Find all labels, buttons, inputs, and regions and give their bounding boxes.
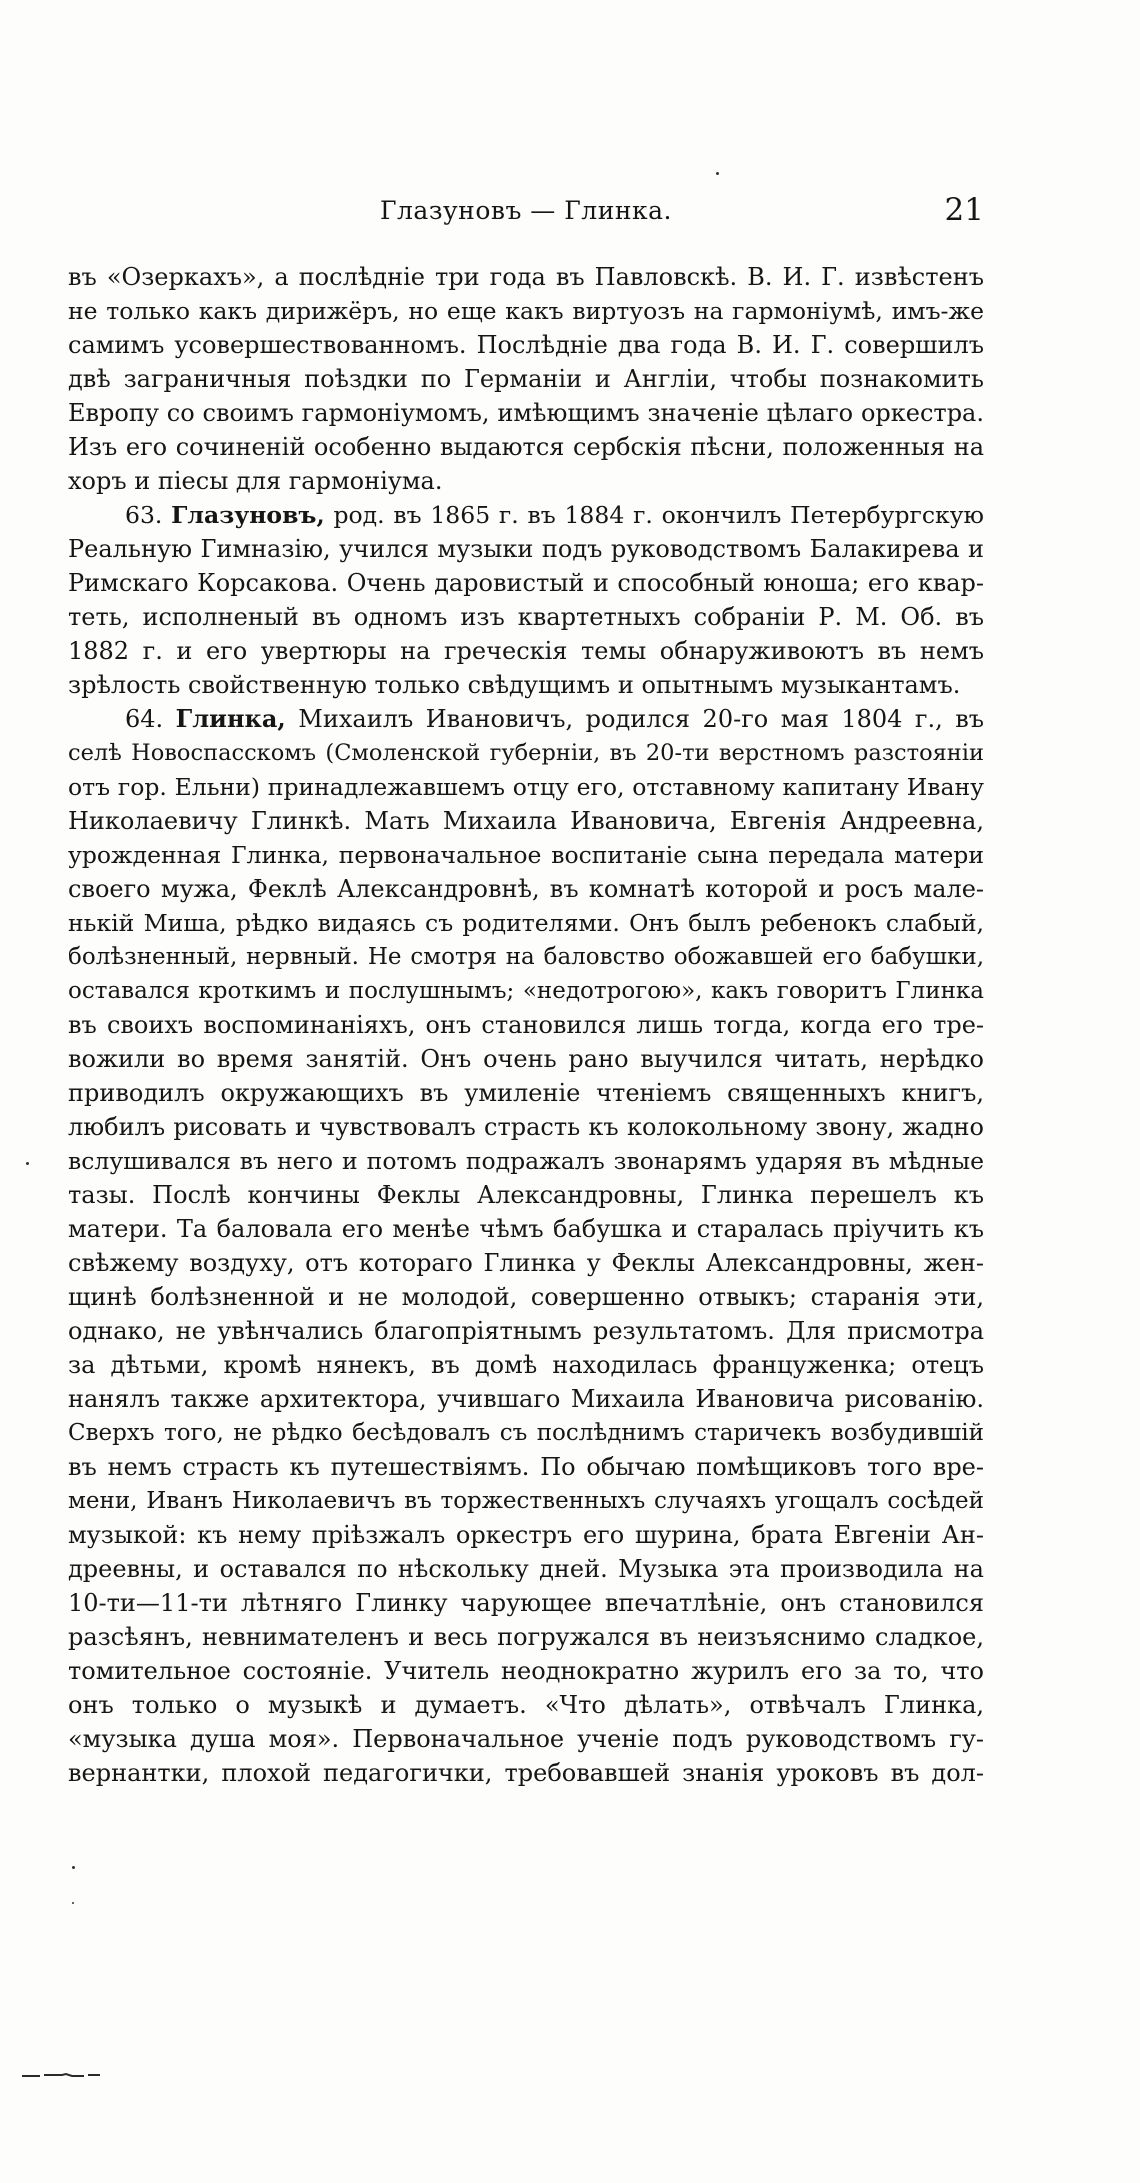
text-line: двѣ заграничныя поѣздки по Германіи и Англіи, чтобы познакомить	[68, 365, 984, 393]
text-line: въ «Озеркахъ», а послѣдніе три года въ Павловскѣ. В. И. Г. извѣстенъ	[68, 263, 984, 291]
text-line: теть, исполненый въ одномъ изъ квартетныхъ собраніи Р. М. Об. въ	[68, 603, 984, 631]
text-line: въ своихъ воспоминаніяхъ, онъ становился лишь тогда, когда его тре-	[68, 1011, 984, 1039]
text-line: дреевны, и оставался по нѣскольку дней. Музыка эта производила на	[68, 1555, 984, 1583]
text-line: Римскаго Корсакова. Очень даровистый и способный юноша; его квар-	[68, 569, 984, 597]
body-text	[68, 260, 984, 1790]
text-line: вернантки, плохой педагогички, требовавшей знанія уроковъ въ дол-	[68, 1759, 984, 1787]
text-line: нанялъ также архитектора, учившаго Михаила Ивановича рисованію.	[68, 1385, 984, 1413]
scan-mark	[22, 2072, 102, 2078]
text-line: вожили во время занятій. Онъ очень рано выучился читать, нерѣдко	[68, 1045, 984, 1073]
text-line: 10-ти—11-ти лѣтняго Глинку чарующее впечатлѣніе, онъ становился	[68, 1589, 984, 1617]
text-line: томительное состояніе. Учитель неоднократно журилъ его за то, что	[68, 1657, 984, 1685]
text-line: вслушивался въ него и потомъ подражалъ звонарямъ ударяя въ мѣдные	[68, 1147, 984, 1175]
text-line: 1882 г. и его увертюры на греческія темы обнаруживоютъ въ немъ	[68, 637, 984, 665]
text-line: Изъ его сочиненій особенно выдаются сербскія пѣсни, положенныя на	[68, 433, 984, 461]
text-line: Сверхъ того, не рѣдко бесѣдовалъ съ послѣднимъ старичекъ возбудившій	[68, 1420, 984, 1446]
text-line: отъ гор. Ельни) принадлежавшемъ отцу его, отставному капитану Ивану	[68, 773, 984, 801]
text-line: матери. Та баловала его менѣе чѣмъ бабушка и старалась пріучить къ	[68, 1215, 984, 1243]
scan-speck	[72, 1902, 74, 1904]
text-line: въ немъ страсть къ путешествіямъ. По обычаю помѣщиковъ того вре-	[68, 1453, 984, 1481]
text-line: нькій Миша, рѣдко видаясь съ родителями. Онъ былъ ребенокъ слабый,	[68, 909, 984, 937]
scan-speck	[72, 1866, 75, 1869]
text-line: однако, не увѣнчались благопріятнымъ результатомъ. Для присмотра	[68, 1317, 984, 1345]
text-line: самимъ усовершествованномъ. Послѣдніе два года В. И. Г. совершилъ	[68, 331, 984, 359]
text-line: щинѣ болѣзненной и не молодой, совершенно отвыкъ; старанія эти,	[68, 1283, 984, 1311]
entry-64-first-line	[68, 702, 984, 736]
text-line: Реальную Гимназію, учился музыки подъ руководствомъ Балакирева и	[68, 535, 984, 563]
text-line: за дѣтьми, кромѣ нянекъ, въ домѣ находилась француженка; отецъ	[68, 1351, 984, 1379]
text-line: Николаевичу Глинкѣ. Мать Михаила Ивановича, Евгенія Андреевна,	[68, 807, 984, 835]
entry-63-first-line	[68, 498, 984, 532]
text-line: своего мужа, Феклѣ Александровнѣ, въ комнатѣ которой и росъ мале-	[68, 875, 984, 903]
page-number: 21	[944, 192, 984, 228]
text-line: не только какъ дирижёръ, но еще какъ виртуозъ на гармоніумѣ, имъ-же	[68, 297, 984, 325]
scan-speck	[26, 1162, 29, 1165]
text-line: хоръ и піесы для гармоніума.	[68, 467, 443, 495]
entry-63-number: 63.	[125, 501, 163, 529]
text-line: любилъ рисовать и чувствовалъ страсть къ колокольному звону, жадно	[68, 1113, 984, 1141]
text-line: оставался кроткимъ и послушнымъ; «недотрогою», какъ говоритъ Глинка	[68, 978, 984, 1004]
scan-speck	[716, 172, 719, 175]
text-line: свѣжему воздуху, отъ котораго Глинка у Феклы Александровны, жен-	[68, 1249, 984, 1277]
text-line: тазы. Послѣ кончины Феклы Александровны, Глинка перешелъ къ	[68, 1181, 984, 1209]
text-line: зрѣлость свойственную только свѣдущимъ и опытнымъ музыкантамъ.	[68, 671, 961, 699]
entry-63-name: Глазуновъ,	[171, 501, 325, 529]
entry-63-first-rest: род. въ 1865 г. въ 1884 г. окончилъ Петербургскую	[333, 501, 984, 529]
text-line: приводилъ окружающихъ въ умиленіе чтеніемъ священныхъ книгъ,	[68, 1079, 984, 1107]
page-header	[68, 192, 984, 236]
text-line: болѣзненный, нервный. Не смотря на баловство обожавшей его бабушки,	[68, 944, 984, 970]
text-line: музыкой: къ нему пріѣзжалъ оркестръ его шурина, брата Евгеніи Ан-	[68, 1521, 984, 1549]
entry-64-name: Глинка,	[175, 704, 286, 733]
text-line: селѣ Новоспасскомъ (Смоленской губерніи, въ 20-ти верстномъ разстояніи	[68, 740, 984, 766]
text-line: разсѣянъ, невнимателенъ и весь погружался въ неизъяснимо сладкое,	[68, 1623, 984, 1651]
entry-64-number: 64.	[125, 705, 164, 733]
text-line: урожденная Глинка, первоначальное воспитаніе сына передала матери	[68, 841, 984, 869]
entry-64-first-rest: Михаилъ Ивановичъ, родился 20-го мая 1804 г., въ	[298, 705, 984, 733]
running-title: Глазуновъ — Глинка.	[379, 196, 672, 225]
text-line: мени, Иванъ Николаевичъ въ торжественныхъ случаяхъ угощалъ сосѣдей	[68, 1488, 984, 1514]
text-line: Европу со своимъ гармоніумомъ, имѣющимъ значеніе цѣлаго оркестра.	[68, 399, 984, 427]
text-line: онъ только о музыкѣ и думаетъ. «Что дѣлать», отвѣчалъ Глинка,	[68, 1691, 984, 1719]
text-line: «музыка душа моя». Первоначальное ученіе подъ руководствомъ гу-	[68, 1725, 984, 1753]
